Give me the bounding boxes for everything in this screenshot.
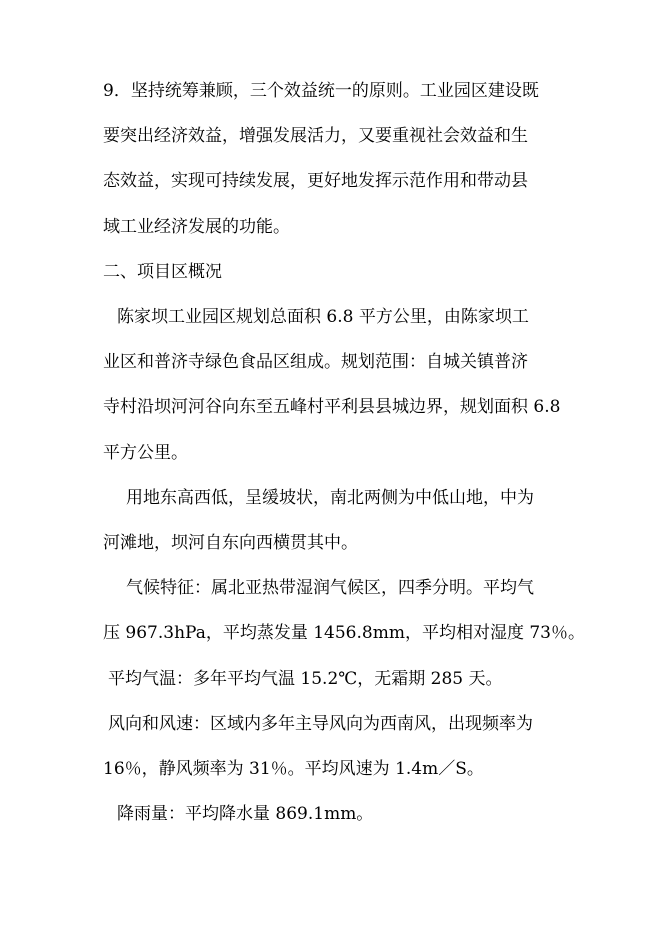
temperature-line: 平均气温：多年平均气温 15.2℃，无霜期 285 天。 xyxy=(108,669,503,689)
terrain-line-2: 河滩地，坝河自东向西横贯其中。 xyxy=(103,533,358,553)
section-heading: 二、项目区概况 xyxy=(103,262,222,282)
principle-9-line-4: 域工业经济发展的功能。 xyxy=(103,217,290,237)
climate-line-2: 压 967.3hPa，平均蒸发量 1456.8mm，平均相对湿度 73％。 xyxy=(103,623,585,643)
wind-line-2: 16％，静风频率为 31％。平均风速为 1.4m／S。 xyxy=(103,759,484,779)
terrain-line-1: 用地东高西低，呈缓坡状，南北两侧为中低山地，中为 xyxy=(126,488,534,508)
overview-line-2: 业区和普济寺绿色食品区组成。规划范围：自城关镇普济 xyxy=(103,352,528,372)
wind-line-1: 风向和风速：区域内多年主导风向为西南风，出现频率为 xyxy=(108,714,533,734)
principle-9-line-3: 态效益，实现可持续发展，更好地发挥示范作用和带动县 xyxy=(103,171,528,191)
overview-line-1: 陈家坝工业园区规划总面积 6.8 平方公里，由陈家坝工 xyxy=(117,307,529,327)
rainfall-line: 降雨量：平均降水量 869.1mm。 xyxy=(117,804,374,824)
principle-9-line-1: 9．坚持统筹兼顾，三个效益统一的原则。工业园区建设既 xyxy=(103,81,539,101)
overview-line-4: 平方公里。 xyxy=(103,443,188,463)
climate-line-1: 气候特征：属北亚热带湿润气候区，四季分明。平均气 xyxy=(126,578,534,598)
principle-9-line-2: 要突出经济效益，增强发展活力，又要重视社会效益和生 xyxy=(103,126,528,146)
overview-line-3: 寺村沿坝河河谷向东至五峰村平利县县城边界，规划面积 6.8 xyxy=(103,397,561,417)
